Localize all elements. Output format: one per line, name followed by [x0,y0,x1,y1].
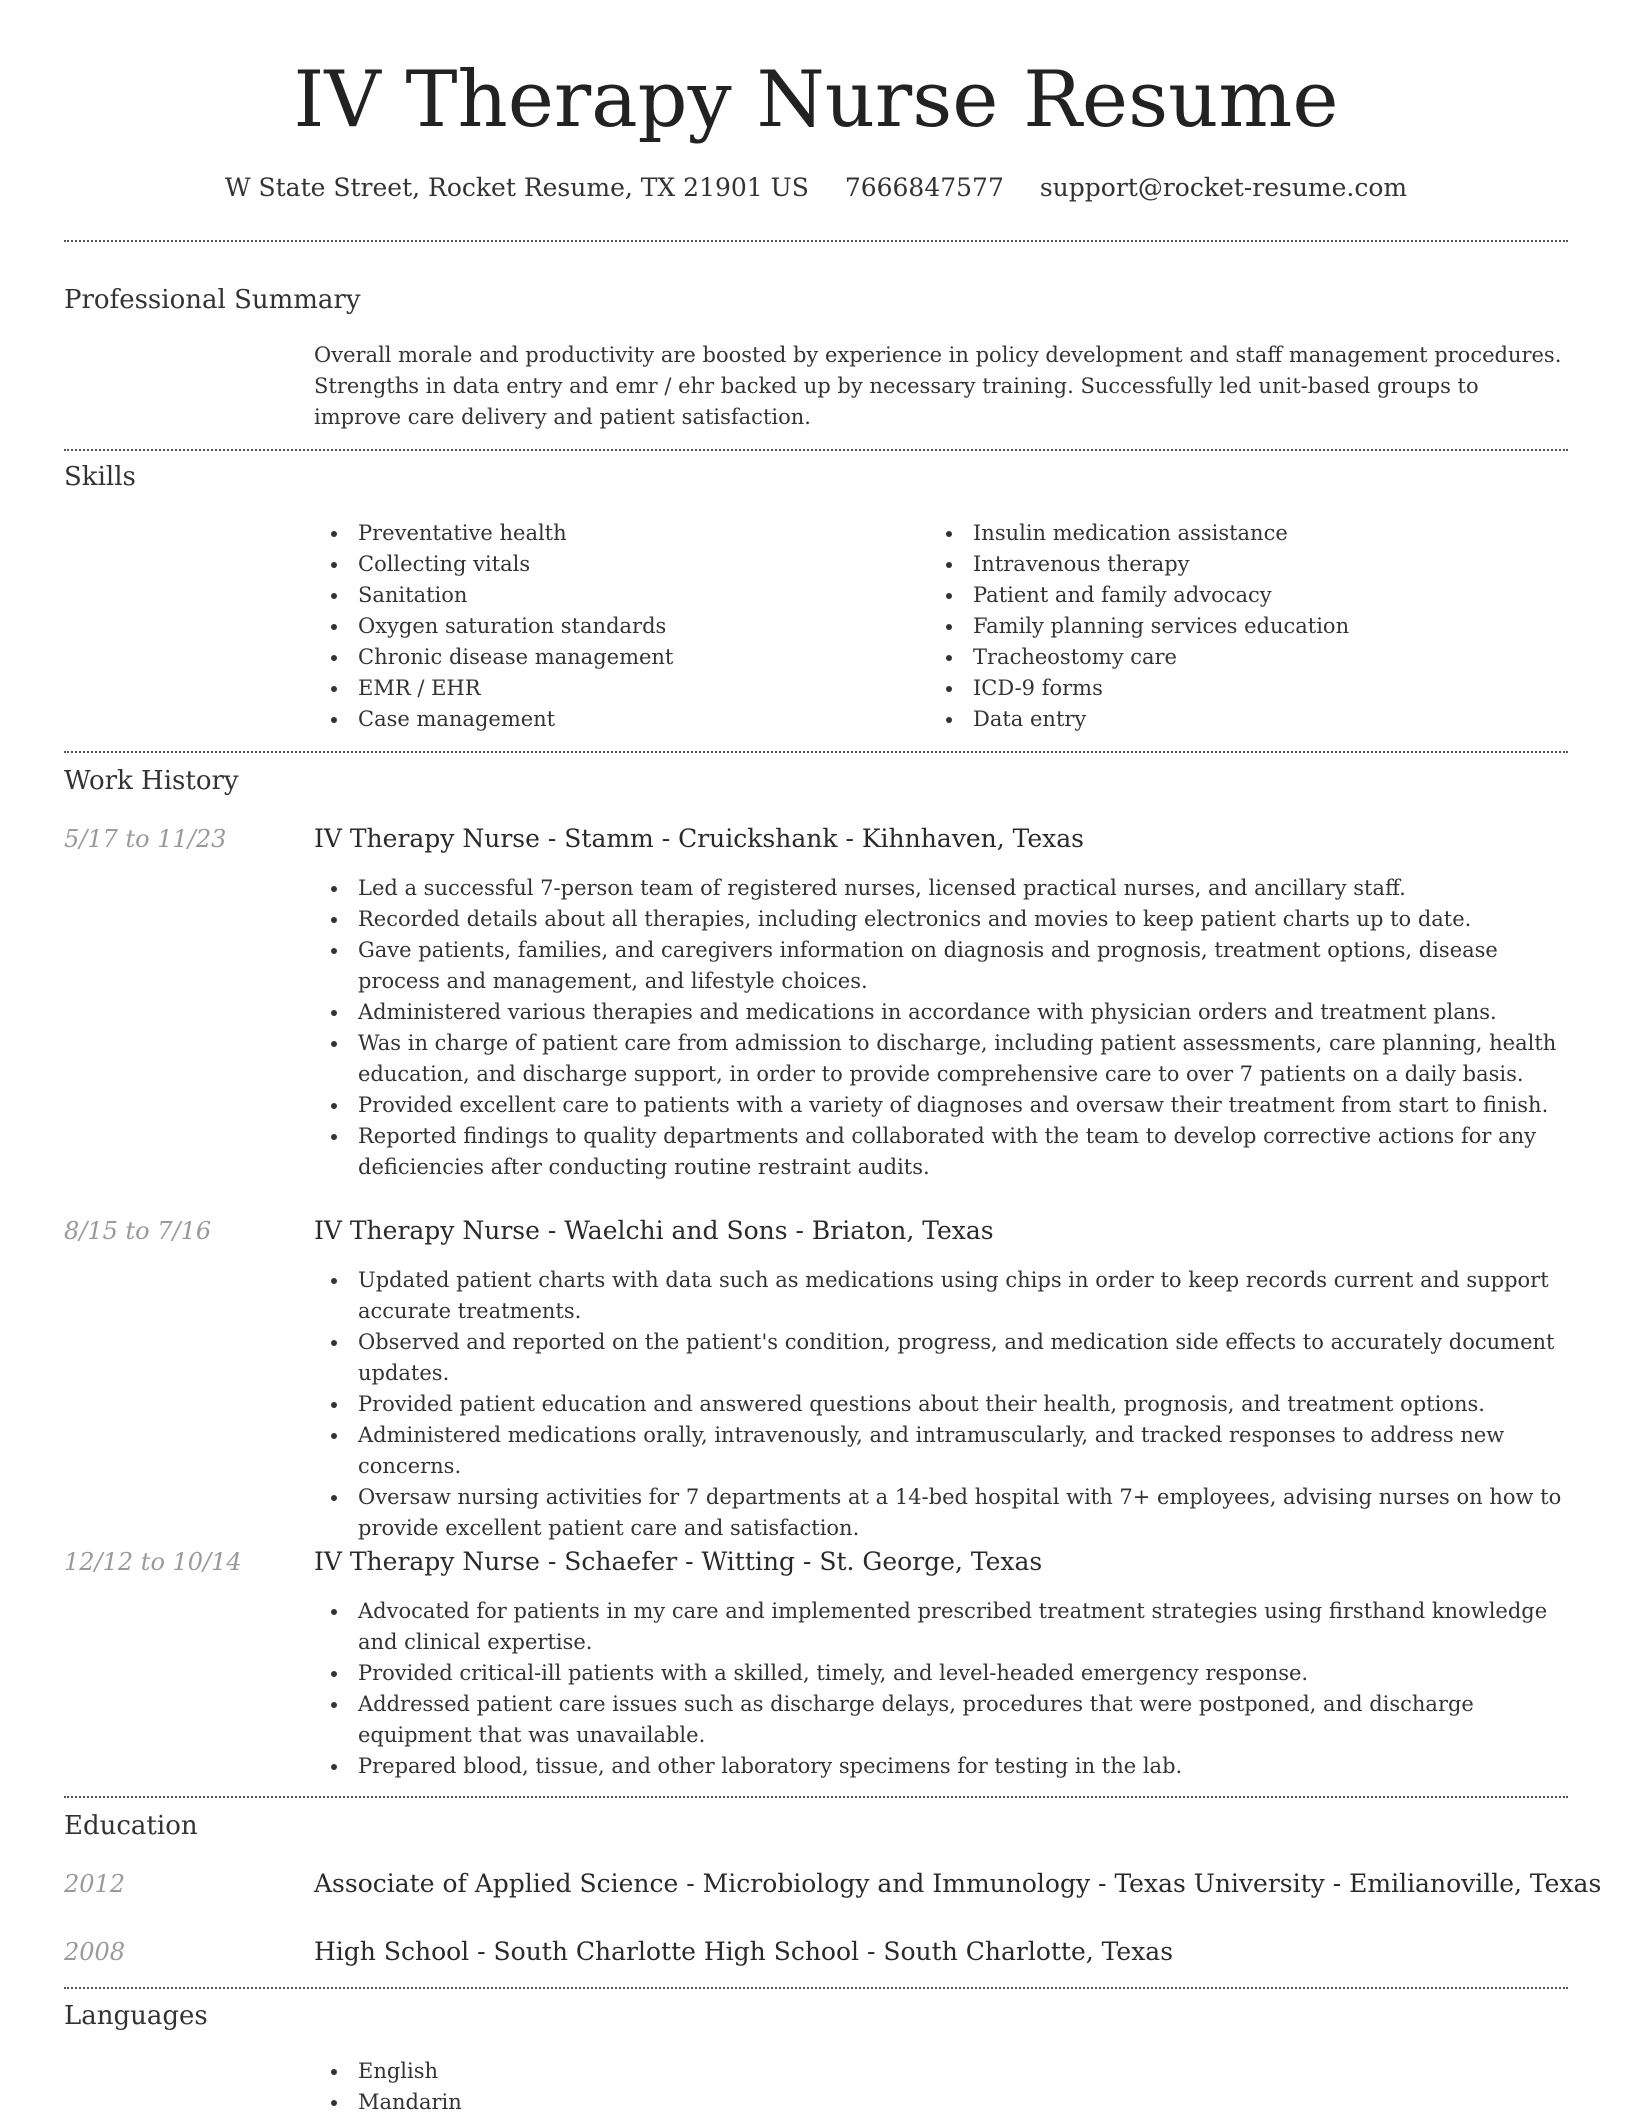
job-bullet: Was in charge of patient care from admission to discharge, including patient assessments, care planning, health education, and discharge support, in order to provide comprehensive care to over 7 patients on a daily basis. [314,1028,1574,1090]
language-item: Mandarin [314,2087,462,2112]
job-dates: 5/17 to 11/23 [64,825,227,853]
skill-item: Case management [314,704,673,735]
contact-email: support@rocket-resume.com [1039,173,1408,202]
skill-item: EMR / EHR [314,673,673,704]
job-bullet: Administered various therapies and medications in accordance with physician orders and treatment plans. [314,997,1574,1028]
education-title: Associate of Applied Science - Microbiology and Immunology - Texas University - Emilianoville, Texas [314,1869,1602,1898]
job-bullet: Advocated for patients in my care and implemented prescribed treatment strategies using firsthand knowledge and clinical expertise. [314,1596,1574,1658]
job-title: IV Therapy Nurse - Schaefer - Witting - St. George, Texas [314,1547,1043,1576]
skill-item: Collecting vitals [314,549,673,580]
skill-item: Chronic disease management [314,642,673,673]
education-year: 2012 [64,1870,126,1898]
job-bullet: Provided excellent care to patients with a variety of diagnoses and oversaw their treatment from start to finish. [314,1090,1574,1121]
skill-item: Sanitation [314,580,673,611]
work-heading: Work History [64,766,239,796]
job-bullets [314,873,1574,1183]
skill-item: Insulin medication assistance [929,518,1349,549]
job-bullet: Prepared blood, tissue, and other laboratory specimens for testing in the lab. [314,1751,1574,1782]
languages-heading: Languages [64,2001,208,2031]
education-year: 2008 [64,1938,126,1966]
job-bullet: Addressed patient care issues such as discharge delays, procedures that were postponed, and discharge equipment that was unavailable. [314,1689,1574,1751]
job-bullet: Observed and reported on the patient's condition, progress, and medication side effects to accurately document updates. [314,1327,1574,1389]
contact-line [0,170,1632,206]
job-bullet: Provided patient education and answered questions about their health, prognosis, and treatment options. [314,1389,1574,1420]
job-title: IV Therapy Nurse - Stamm - Cruickshank - Kihnhaven, Texas [314,824,1085,853]
skill-item: Oxygen saturation standards [314,611,673,642]
education-title: High School - South Charlotte High School - South Charlotte, Texas [314,1937,1174,1966]
job-bullet: Administered medications orally, intravenously, and intramuscularly, and tracked responses to address new concerns. [314,1420,1574,1482]
languages-list [314,2056,462,2112]
skills-list-left [314,518,673,735]
summary-heading: Professional Summary [64,285,361,315]
education-heading: Education [64,1811,198,1841]
job-bullet: Updated patient charts with data such as medications using chips in order to keep records current and support accurate treatments. [314,1265,1574,1327]
contact-phone: 7666847577 [844,173,1004,202]
skill-item: Family planning services education [929,611,1349,642]
skill-item: Tracheostomy care [929,642,1349,673]
skill-item: Data entry [929,704,1349,735]
job-bullet: Reported findings to quality departments and collaborated with the team to develop corrective actions for any deficiencies after conducting routine restraint audits. [314,1121,1574,1183]
job-dates: 12/12 to 10/14 [64,1548,242,1576]
skill-item: Preventative health [314,518,673,549]
skills-list-right [929,518,1349,735]
job-bullet: Gave patients, families, and caregivers information on diagnosis and prognosis, treatment options, disease process and management, and lifestyle choices. [314,935,1574,997]
job-dates: 8/15 to 7/16 [64,1217,212,1245]
skills-heading: Skills [64,462,136,492]
section-divider [64,240,1568,242]
section-divider [64,1796,1568,1798]
skill-item: ICD-9 forms [929,673,1349,704]
skill-item: Intravenous therapy [929,549,1349,580]
section-divider [64,449,1568,451]
contact-address: W State Street, Rocket Resume, TX 21901 US [224,173,809,202]
job-bullets [314,1265,1574,1544]
job-bullets [314,1596,1574,1782]
job-bullet: Oversaw nursing activities for 7 departments at a 14-bed hospital with 7+ employees, advising nurses on how to provide excellent patient care and satisfaction. [314,1482,1574,1544]
job-bullet: Led a successful 7-person team of registered nurses, licensed practical nurses, and ancillary staff. [314,873,1574,904]
skill-item: Patient and family advocacy [929,580,1349,611]
job-bullet: Recorded details about all therapies, including electronics and movies to keep patient charts up to date. [314,904,1574,935]
section-divider [64,751,1568,753]
job-title: IV Therapy Nurse - Waelchi and Sons - Briaton, Texas [314,1216,994,1245]
language-item: English [314,2056,462,2087]
summary-text: Overall morale and productivity are boosted by experience in policy development and staff management procedures. Strengths in data entry and emr / ehr backed up by necessary training. Successfully led unit-based groups to improve care delivery and patient satisfaction. [314,343,1562,429]
section-divider [64,1987,1568,1989]
job-bullet: Provided critical-ill patients with a skilled, timely, and level-headed emergency response. [314,1658,1574,1689]
page-title: IV Therapy Nurse Resume [293,55,1339,145]
